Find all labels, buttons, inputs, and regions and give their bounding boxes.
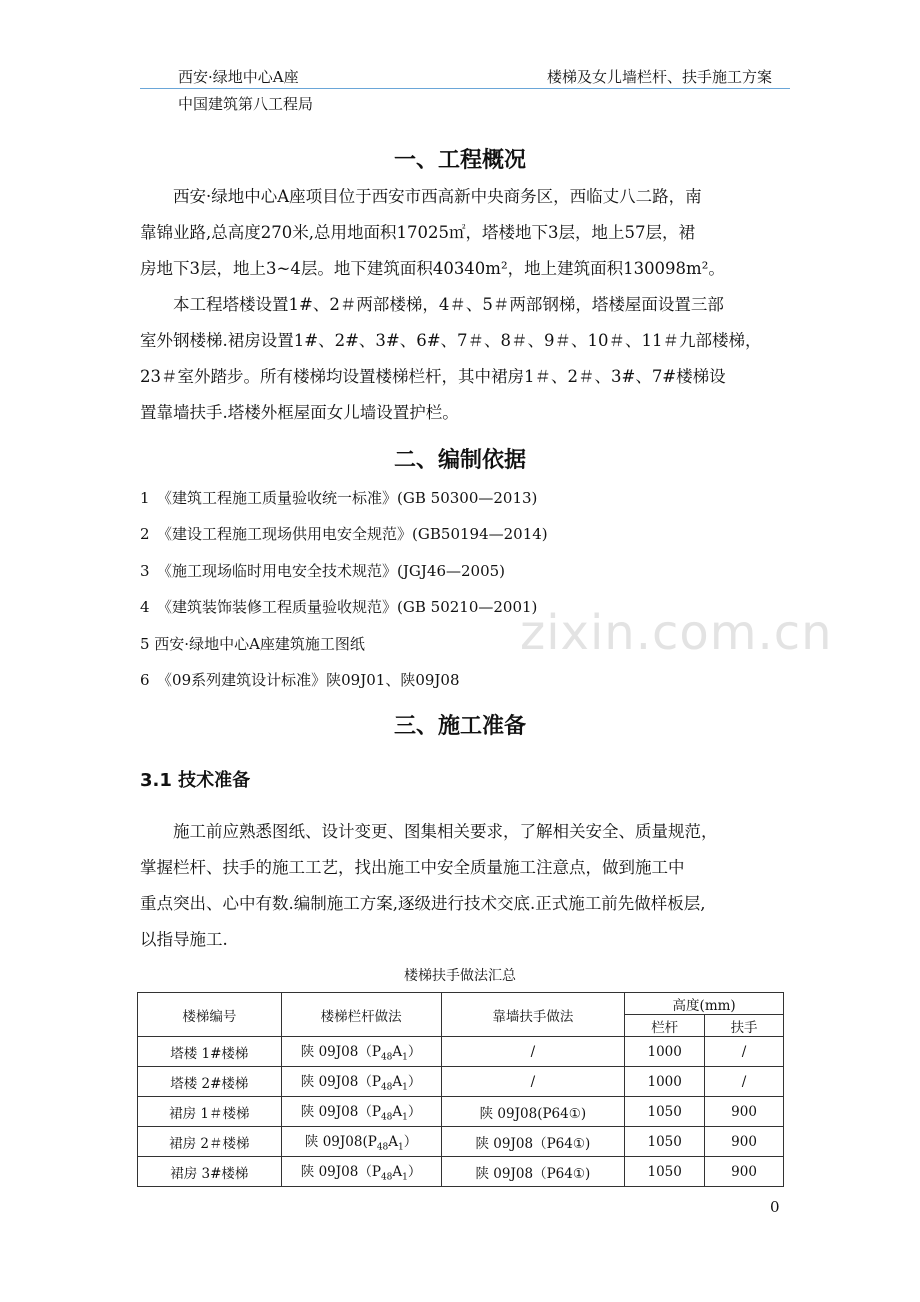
text-line: 23＃室外踏步。所有楼梯均设置楼梯栏杆，其中裙房1＃、2＃、3#、7#楼梯设 [140,367,726,386]
cell-handrail-height: 900 [705,1127,784,1157]
subscript: 48 [380,1052,393,1063]
header-rule [140,88,790,89]
page-number: 0 [770,1198,780,1216]
header-cell: 扶手 [705,1015,784,1037]
cell-wall-handrail: 陕 09J08（P64①) [441,1157,625,1187]
overview-paragraph-1 [140,179,785,287]
cell-rail-height: 1000 [625,1037,705,1067]
section-title-preparation: 三、施工准备 [393,714,526,739]
text-line: 掌握栏杆、扶手的施工工艺，找出施工中安全质量施工注意点，做到施工中 [140,858,685,877]
text-line: 本工程塔楼设置1#、2＃两部楼梯，4＃、5＃两部钢梯，塔楼屋面设置三部 [173,295,724,314]
technical-paragraph [140,814,785,958]
section-title-basis: 二、编制依据 [393,448,526,473]
header-cell: 靠墙扶手做法 [441,993,625,1037]
text-line: 置靠墙扶手.塔楼外框屋面女儿墙设置护栏。 [140,403,459,422]
text-line: 室外钢楼梯.裙房设置1#、2#、3#、6#、7＃、8＃、9＃、10＃、11＃九部楼梯， [140,331,762,350]
reference-item: 4 《建筑装饰装修工程质量验收规范》(GB 50210—2001) [140,598,538,616]
text: ） [403,1134,418,1151]
text: A [388,1134,399,1151]
text: 陕 09J08（P [300,1164,381,1181]
overview-paragraph-2 [140,287,785,431]
cell-stair-name: 塔楼 1#楼梯 [138,1037,282,1067]
cell-rail-method [281,1127,441,1157]
header-cell: 楼梯栏杆做法 [281,993,441,1037]
cell-stair-name: 裙房 2＃楼梯 [138,1127,282,1157]
text: ） [407,1104,422,1121]
table-row [138,1097,784,1127]
text: A [392,1164,403,1181]
text-line: 重点突出、心中有数.编制施工方案,逐级进行技术交底.正式施工前先做样板层, [140,894,706,913]
cell-handrail-height: 900 [705,1157,784,1187]
header-cell: 高度(mm) [625,993,784,1015]
reference-item: 3 《施工现场临时用电安全技术规范》(JGJ46—2005) [140,562,506,580]
text: A [392,1104,403,1121]
cell-rail-height: 1050 [625,1157,705,1187]
text: 陕 09J08(P [304,1134,377,1151]
section-title-overview: 一、工程概况 [393,148,526,173]
subscript: 1 [402,1052,408,1063]
subscript: 48 [380,1112,393,1123]
stair-handrail-table [137,992,784,1187]
subscript: 1 [398,1142,404,1153]
subscript: 1 [402,1112,408,1123]
cell-stair-name: 裙房 3#楼梯 [138,1157,282,1187]
cell-handrail-height: / [705,1067,784,1097]
cell-rail-method [281,1157,441,1187]
header-project: 西安·绿地中心A座 [178,68,299,86]
cell-stair-name: 塔楼 2#楼梯 [138,1067,282,1097]
text-line: 靠锦业路,总高度270米,总用地面积17025㎡，塔楼地下3层，地上57层，裙 [140,223,695,242]
cell-rail-method [281,1067,441,1097]
reference-item: 2 《建设工程施工现场供用电安全规范》(GB50194—2014) [140,525,548,543]
subscript: 48 [376,1142,389,1153]
text: ） [407,1074,422,1091]
header-cell: 楼梯编号 [138,993,282,1037]
cell-rail-height: 1050 [625,1097,705,1127]
header-doc-title: 楼梯及女儿墙栏杆、扶手施工方案 [547,68,773,86]
text-line: 施工前应熟悉图纸、设计变更、图集相关要求，了解相关安全、质量规范， [173,822,718,841]
cell-wall-handrail: 陕 09J08（P64①) [441,1127,625,1157]
text: ） [407,1044,422,1061]
text-line: 房地下3层，地上3~4层。地下建筑面积40340m²，地上建筑面积130098m²。 [140,259,725,278]
table-row [138,1037,784,1067]
text-line: 以指导施工. [140,930,228,949]
subscript: 1 [402,1172,408,1183]
cell-wall-handrail: 陕 09J08(P64①) [441,1097,625,1127]
cell-handrail-height: 900 [705,1097,784,1127]
table-row [138,1127,784,1157]
header-company: 中国建筑第八工程局 [178,95,314,113]
reference-item: 1 《建筑工程施工质量验收统一标准》(GB 50300—2013) [140,489,538,507]
table-row [138,1067,784,1097]
text: A [392,1044,403,1061]
cell-stair-name: 裙房 1＃楼梯 [138,1097,282,1127]
text: A [392,1074,403,1091]
subscript: 48 [380,1172,393,1183]
cell-rail-method [281,1037,441,1067]
cell-rail-height: 1050 [625,1127,705,1157]
text: ） [407,1164,422,1181]
text-line: 西安·绿地中心A座项目位于西安市西高新中央商务区，西临丈八二路，南 [173,187,702,206]
subscript: 48 [380,1082,393,1093]
header-cell: 栏杆 [625,1015,705,1037]
text: 陕 09J08（P [300,1044,381,1061]
table-row [138,1157,784,1187]
watermark: zixin.com.cn [520,605,833,661]
subscript: 1 [402,1082,408,1093]
table-caption: 楼梯扶手做法汇总 [404,968,516,984]
subsection-title-technical: 3.1 技术准备 [140,770,251,791]
cell-wall-handrail: / [441,1037,625,1067]
table-header-row [138,993,784,1015]
cell-rail-height: 1000 [625,1067,705,1097]
cell-rail-method [281,1097,441,1127]
cell-wall-handrail: / [441,1067,625,1097]
text: 陕 09J08（P [300,1104,381,1121]
text: 陕 09J08（P [300,1074,381,1091]
cell-handrail-height: / [705,1037,784,1067]
reference-item: 5 西安·绿地中心A座建筑施工图纸 [140,635,365,653]
reference-item: 6 《09系列建筑设计标准》陕09J01、陕09J08 [140,671,460,689]
